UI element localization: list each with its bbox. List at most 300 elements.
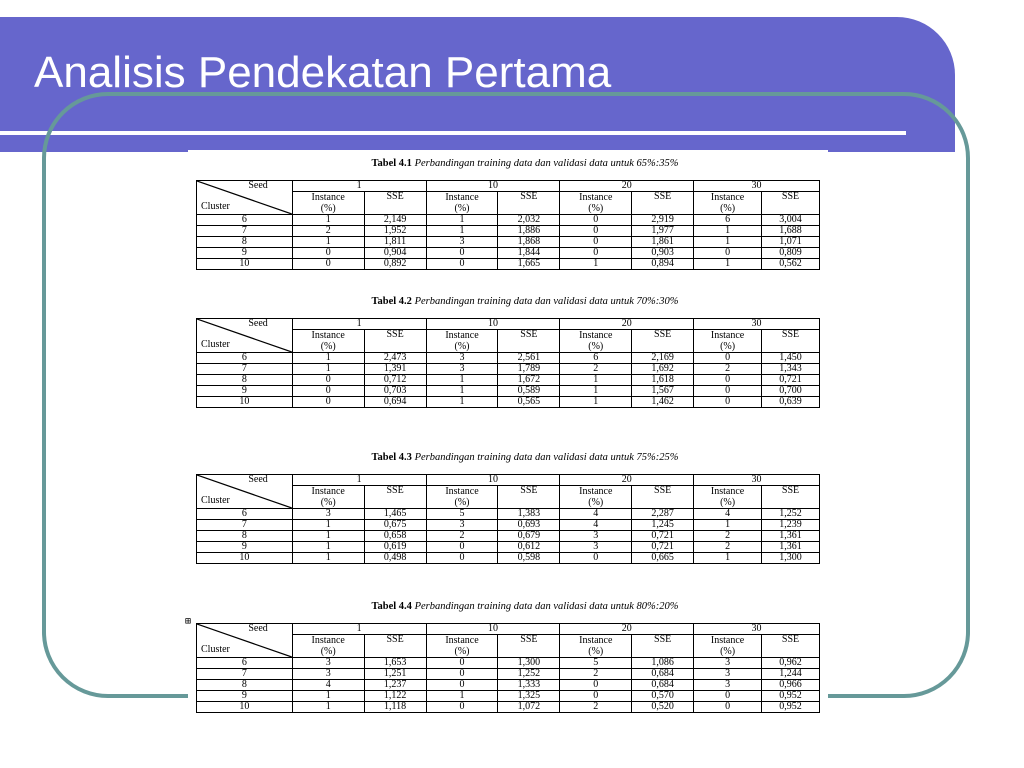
sse-header: SSE <box>364 192 426 215</box>
sse-cell: 0,639 <box>762 397 820 408</box>
cluster-cell: 10 <box>197 259 293 270</box>
sse-cell: 0,904 <box>364 248 426 259</box>
cluster-cell: 10 <box>197 553 293 564</box>
instance-unit: (%) <box>588 203 604 214</box>
sse-header: SSE <box>762 192 820 215</box>
sse-cell: 0,675 <box>364 520 426 531</box>
table-block <box>196 452 820 564</box>
instance-cell: 0 <box>426 669 498 680</box>
cluster-cell: 9 <box>197 542 293 553</box>
sse-cell: 1,251 <box>364 669 426 680</box>
instance-cell: 1 <box>292 364 364 375</box>
sse-cell: 3,004 <box>762 215 820 226</box>
table-caption-text: Perbandingan training data dan validasi data untuk 70%:30% <box>414 296 679 307</box>
sse-cell: 1,692 <box>632 364 694 375</box>
instance-cell: 0 <box>426 702 498 713</box>
header-row <box>197 319 820 330</box>
table-row <box>197 375 820 386</box>
cluster-cell: 6 <box>197 353 293 364</box>
instance-cell: 6 <box>694 215 762 226</box>
sse-cell: 1,977 <box>632 226 694 237</box>
instance-cell: 4 <box>560 509 632 520</box>
table-caption-text: Perbandingan training data dan validasi data untuk 75%:25% <box>414 452 679 463</box>
instance-unit: (%) <box>454 646 470 657</box>
seed-header: 10 <box>426 319 560 330</box>
sse-cell: 1,071 <box>762 237 820 248</box>
table-label: Tabel 4.3 <box>371 452 412 463</box>
table-block <box>196 601 820 713</box>
instance-label: Instance <box>710 486 745 497</box>
cluster-cell: 8 <box>197 375 293 386</box>
instance-label: Instance <box>579 330 613 341</box>
instance-cell: 0 <box>560 237 632 248</box>
table-caption-text: Perbandingan training data dan validasi data untuk 65%:35% <box>414 158 679 169</box>
table-row <box>197 353 820 364</box>
table-row <box>197 680 820 691</box>
instance-unit: (%) <box>454 341 470 352</box>
instance-cell: 0 <box>292 375 364 386</box>
instance-cell: 0 <box>694 702 762 713</box>
instance-label: Instance <box>311 330 345 341</box>
instance-header <box>292 330 364 353</box>
instance-cell: 2 <box>426 531 498 542</box>
instance-cell: 4 <box>560 520 632 531</box>
instance-cell: 3 <box>426 237 498 248</box>
sse-cell: 0,684 <box>632 680 694 691</box>
sse-header: SSE <box>762 486 820 509</box>
instance-cell: 0 <box>426 259 498 270</box>
instance-cell: 0 <box>694 353 762 364</box>
sse-header: SSE <box>364 330 426 353</box>
table-row <box>197 669 820 680</box>
sse-cell: 2,473 <box>364 353 426 364</box>
instance-label: Instance <box>311 635 345 646</box>
sse-cell: 0,612 <box>498 542 560 553</box>
instance-cell: 2 <box>694 531 762 542</box>
sse-cell: 0,619 <box>364 542 426 553</box>
header-row <box>197 475 820 486</box>
instance-cell: 3 <box>292 669 364 680</box>
cluster-cell: 6 <box>197 215 293 226</box>
instance-unit: (%) <box>588 646 604 657</box>
sse-cell: 1,244 <box>762 669 820 680</box>
instance-cell: 1 <box>426 691 498 702</box>
sse-cell: 1,886 <box>498 226 560 237</box>
instance-unit: (%) <box>720 341 736 352</box>
instance-unit: (%) <box>720 497 736 508</box>
instance-header <box>694 192 762 215</box>
sse-cell: 1,462 <box>632 397 694 408</box>
table-block <box>196 296 820 408</box>
sse-cell: 2,149 <box>364 215 426 226</box>
instance-header <box>426 486 498 509</box>
instance-label: Instance <box>579 192 613 203</box>
sse-cell: 1,811 <box>364 237 426 248</box>
sse-cell: 0,693 <box>498 520 560 531</box>
instance-cell: 0 <box>694 248 762 259</box>
table-label: Tabel 4.1 <box>371 158 412 169</box>
cluster-label: Cluster <box>201 201 230 212</box>
instance-cell: 1 <box>292 542 364 553</box>
instance-cell: 1 <box>426 226 498 237</box>
instance-label: Instance <box>710 192 745 203</box>
sse-cell: 0,694 <box>364 397 426 408</box>
seed-cluster-header <box>197 624 293 658</box>
sse-header: SSE <box>364 635 426 658</box>
table-row <box>197 386 820 397</box>
seed-header: 1 <box>292 624 426 635</box>
sse-header: SSE <box>498 192 560 215</box>
sse-cell: 0,665 <box>632 553 694 564</box>
instance-cell: 4 <box>694 509 762 520</box>
sse-header: SSE <box>364 486 426 509</box>
seed-label: Seed <box>248 318 268 329</box>
instance-label: Instance <box>579 635 613 646</box>
sse-cell: 1,665 <box>498 259 560 270</box>
sse-cell: 1,450 <box>762 353 820 364</box>
instance-cell: 0 <box>426 542 498 553</box>
sse-cell: 1,237 <box>364 680 426 691</box>
sse-cell: 0,894 <box>632 259 694 270</box>
instance-unit: (%) <box>320 203 336 214</box>
instance-label: Instance <box>311 192 345 203</box>
instance-label: Instance <box>710 330 745 341</box>
sse-header: SSE <box>498 635 560 658</box>
slide-title: Analisis Pendekatan Pertama <box>34 48 612 97</box>
cluster-cell: 9 <box>197 691 293 702</box>
instance-header <box>426 192 498 215</box>
cluster-label: Cluster <box>201 495 230 506</box>
instance-header <box>560 192 632 215</box>
instance-cell: 0 <box>426 658 498 669</box>
sse-cell: 1,122 <box>364 691 426 702</box>
instance-cell: 1 <box>694 259 762 270</box>
sse-cell: 1,391 <box>364 364 426 375</box>
seed-label: Seed <box>248 180 268 191</box>
seed-header: 10 <box>426 181 560 192</box>
cluster-cell: 10 <box>197 397 293 408</box>
table-row <box>197 259 820 270</box>
instance-cell: 0 <box>292 259 364 270</box>
instance-cell: 3 <box>426 364 498 375</box>
sse-cell: 1,361 <box>762 542 820 553</box>
sse-cell: 1,653 <box>364 658 426 669</box>
sse-cell: 0,892 <box>364 259 426 270</box>
header-row <box>197 181 820 192</box>
instance-cell: 3 <box>292 509 364 520</box>
sse-cell: 0,721 <box>632 531 694 542</box>
instance-cell: 0 <box>694 375 762 386</box>
table-row <box>197 658 820 669</box>
table-row <box>197 215 820 226</box>
instance-cell: 0 <box>292 397 364 408</box>
sse-cell: 0,498 <box>364 553 426 564</box>
sse-cell: 1,688 <box>762 226 820 237</box>
instance-cell: 0 <box>560 691 632 702</box>
instance-header <box>292 486 364 509</box>
instance-label: Instance <box>311 486 345 497</box>
sse-cell: 1,789 <box>498 364 560 375</box>
instance-cell: 3 <box>694 680 762 691</box>
cluster-cell: 7 <box>197 364 293 375</box>
instance-unit: (%) <box>320 646 336 657</box>
instance-cell: 2 <box>560 669 632 680</box>
sse-cell: 0,721 <box>762 375 820 386</box>
instance-cell: 2 <box>694 542 762 553</box>
cluster-cell: 6 <box>197 509 293 520</box>
table-row <box>197 237 820 248</box>
instance-cell: 6 <box>560 353 632 364</box>
instance-cell: 0 <box>560 215 632 226</box>
table-row <box>197 542 820 553</box>
sse-cell: 1,072 <box>498 702 560 713</box>
sse-header: SSE <box>762 330 820 353</box>
anchor-marker-icon: ⊞ <box>185 617 192 628</box>
sse-header: SSE <box>632 486 694 509</box>
sse-cell: 0,952 <box>762 702 820 713</box>
instance-cell: 0 <box>560 226 632 237</box>
seed-header: 20 <box>560 624 694 635</box>
seed-header: 1 <box>292 319 426 330</box>
sse-cell: 1,343 <box>762 364 820 375</box>
table-caption-text: Perbandingan training data dan validasi data untuk 80%:20% <box>414 601 679 612</box>
sse-cell: 1,239 <box>762 520 820 531</box>
instance-cell: 1 <box>694 226 762 237</box>
seed-label: Seed <box>248 623 268 634</box>
instance-label: Instance <box>445 192 479 203</box>
seed-header: 30 <box>694 624 820 635</box>
instance-unit: (%) <box>320 497 336 508</box>
seed-header: 10 <box>426 624 560 635</box>
instance-cell: 1 <box>292 520 364 531</box>
table-caption <box>230 158 820 169</box>
seed-header: 30 <box>694 475 820 486</box>
cluster-cell: 10 <box>197 702 293 713</box>
sse-cell: 0,589 <box>498 386 560 397</box>
instance-label: Instance <box>445 330 479 341</box>
table-caption <box>230 296 820 307</box>
sse-cell: 1,300 <box>762 553 820 564</box>
instance-cell: 0 <box>292 248 364 259</box>
instance-cell: 1 <box>292 553 364 564</box>
sse-header: SSE <box>498 486 560 509</box>
sse-cell: 1,844 <box>498 248 560 259</box>
instance-cell: 3 <box>426 520 498 531</box>
seed-header: 1 <box>292 181 426 192</box>
sse-cell: 2,287 <box>632 509 694 520</box>
instance-cell: 1 <box>292 237 364 248</box>
table-row <box>197 691 820 702</box>
sse-cell: 0,684 <box>632 669 694 680</box>
instance-cell: 0 <box>694 386 762 397</box>
sse-cell: 0,703 <box>364 386 426 397</box>
sse-cell: 0,520 <box>632 702 694 713</box>
table-row <box>197 509 820 520</box>
instance-header <box>426 330 498 353</box>
instance-cell: 1 <box>292 531 364 542</box>
sse-cell: 1,618 <box>632 375 694 386</box>
instance-header <box>694 330 762 353</box>
table-label: Tabel 4.4 <box>371 601 412 612</box>
seed-header: 1 <box>292 475 426 486</box>
sse-cell: 2,032 <box>498 215 560 226</box>
instance-cell: 1 <box>292 215 364 226</box>
instance-header <box>694 486 762 509</box>
instance-cell: 2 <box>560 702 632 713</box>
cluster-cell: 9 <box>197 248 293 259</box>
sse-header: SSE <box>632 192 694 215</box>
cluster-label: Cluster <box>201 644 230 655</box>
instance-cell: 4 <box>292 680 364 691</box>
instance-label: Instance <box>710 635 745 646</box>
instance-unit: (%) <box>454 497 470 508</box>
cluster-cell: 8 <box>197 237 293 248</box>
instance-header <box>560 486 632 509</box>
seed-header: 10 <box>426 475 560 486</box>
cluster-cell: 7 <box>197 669 293 680</box>
instance-label: Instance <box>579 486 613 497</box>
sse-cell: 0,721 <box>632 542 694 553</box>
header-row <box>197 624 820 635</box>
cluster-label: Cluster <box>201 339 230 350</box>
instance-header <box>292 635 364 658</box>
sse-header: SSE <box>498 330 560 353</box>
sse-cell: 0,966 <box>762 680 820 691</box>
instance-unit: (%) <box>720 646 736 657</box>
cluster-cell: 8 <box>197 680 293 691</box>
instance-cell: 0 <box>694 397 762 408</box>
instance-header <box>292 192 364 215</box>
seed-header: 20 <box>560 181 694 192</box>
table-row <box>197 553 820 564</box>
table-row <box>197 531 820 542</box>
seed-cluster-header <box>197 475 293 509</box>
table-caption <box>230 601 820 612</box>
comparison-table <box>196 318 820 408</box>
sse-cell: 0,570 <box>632 691 694 702</box>
instance-cell: 1 <box>426 386 498 397</box>
instance-cell: 0 <box>426 553 498 564</box>
sse-cell: 1,325 <box>498 691 560 702</box>
sse-cell: 0,809 <box>762 248 820 259</box>
sse-cell: 0,903 <box>632 248 694 259</box>
sse-cell: 1,361 <box>762 531 820 542</box>
table-row <box>197 226 820 237</box>
instance-cell: 5 <box>426 509 498 520</box>
instance-cell: 1 <box>560 375 632 386</box>
sse-cell: 0,598 <box>498 553 560 564</box>
seed-header: 30 <box>694 181 820 192</box>
instance-cell: 1 <box>426 397 498 408</box>
comparison-table <box>196 474 820 564</box>
instance-cell: 0 <box>560 553 632 564</box>
sse-cell: 1,300 <box>498 658 560 669</box>
sse-cell: 1,252 <box>762 509 820 520</box>
instance-cell: 1 <box>292 702 364 713</box>
instance-cell: 0 <box>426 680 498 691</box>
instance-cell: 1 <box>426 215 498 226</box>
sse-cell: 2,169 <box>632 353 694 364</box>
table-label: Tabel 4.2 <box>371 296 412 307</box>
instance-cell: 2 <box>292 226 364 237</box>
table-caption <box>230 452 820 463</box>
instance-cell: 0 <box>560 248 632 259</box>
sse-cell: 1,333 <box>498 680 560 691</box>
sse-cell: 1,952 <box>364 226 426 237</box>
instance-unit: (%) <box>720 203 736 214</box>
instance-cell: 1 <box>694 553 762 564</box>
instance-cell: 1 <box>560 397 632 408</box>
sse-cell: 1,567 <box>632 386 694 397</box>
cluster-cell: 6 <box>197 658 293 669</box>
sse-cell: 0,962 <box>762 658 820 669</box>
instance-unit: (%) <box>588 497 604 508</box>
cluster-cell: 8 <box>197 531 293 542</box>
sse-cell: 0,565 <box>498 397 560 408</box>
instance-label: Instance <box>445 635 479 646</box>
sse-cell: 1,383 <box>498 509 560 520</box>
sse-cell: 2,561 <box>498 353 560 364</box>
instance-cell: 3 <box>560 542 632 553</box>
comparison-table <box>196 623 820 713</box>
sse-cell: 1,465 <box>364 509 426 520</box>
sse-cell: 2,919 <box>632 215 694 226</box>
instance-cell: 1 <box>560 259 632 270</box>
instance-cell: 3 <box>426 353 498 364</box>
cluster-cell: 7 <box>197 520 293 531</box>
table-row <box>197 397 820 408</box>
cluster-cell: 9 <box>197 386 293 397</box>
sse-cell: 0,712 <box>364 375 426 386</box>
seed-cluster-header <box>197 319 293 353</box>
sse-header: SSE <box>632 635 694 658</box>
table-row <box>197 364 820 375</box>
table-row <box>197 520 820 531</box>
instance-header <box>560 635 632 658</box>
sse-cell: 1,252 <box>498 669 560 680</box>
seed-header: 20 <box>560 475 694 486</box>
sse-cell: 0,562 <box>762 259 820 270</box>
instance-cell: 3 <box>694 669 762 680</box>
instance-cell: 1 <box>694 237 762 248</box>
instance-unit: (%) <box>320 341 336 352</box>
instance-header <box>426 635 498 658</box>
sse-cell: 0,700 <box>762 386 820 397</box>
instance-unit: (%) <box>454 203 470 214</box>
instance-header <box>694 635 762 658</box>
cluster-cell: 7 <box>197 226 293 237</box>
seed-cluster-header <box>197 181 293 215</box>
instance-cell: 1 <box>292 353 364 364</box>
seed-label: Seed <box>248 474 268 485</box>
instance-cell: 3 <box>694 658 762 669</box>
instance-cell: 1 <box>560 386 632 397</box>
sse-cell: 1,672 <box>498 375 560 386</box>
instance-cell: 0 <box>426 248 498 259</box>
sse-cell: 1,086 <box>632 658 694 669</box>
instance-cell: 0 <box>292 386 364 397</box>
instance-cell: 0 <box>560 680 632 691</box>
instance-unit: (%) <box>588 341 604 352</box>
sse-header: SSE <box>632 330 694 353</box>
seed-header: 20 <box>560 319 694 330</box>
table-block <box>196 158 820 270</box>
table-row <box>197 702 820 713</box>
instance-cell: 0 <box>694 691 762 702</box>
sse-cell: 1,861 <box>632 237 694 248</box>
sse-cell: 1,245 <box>632 520 694 531</box>
instance-cell: 5 <box>560 658 632 669</box>
